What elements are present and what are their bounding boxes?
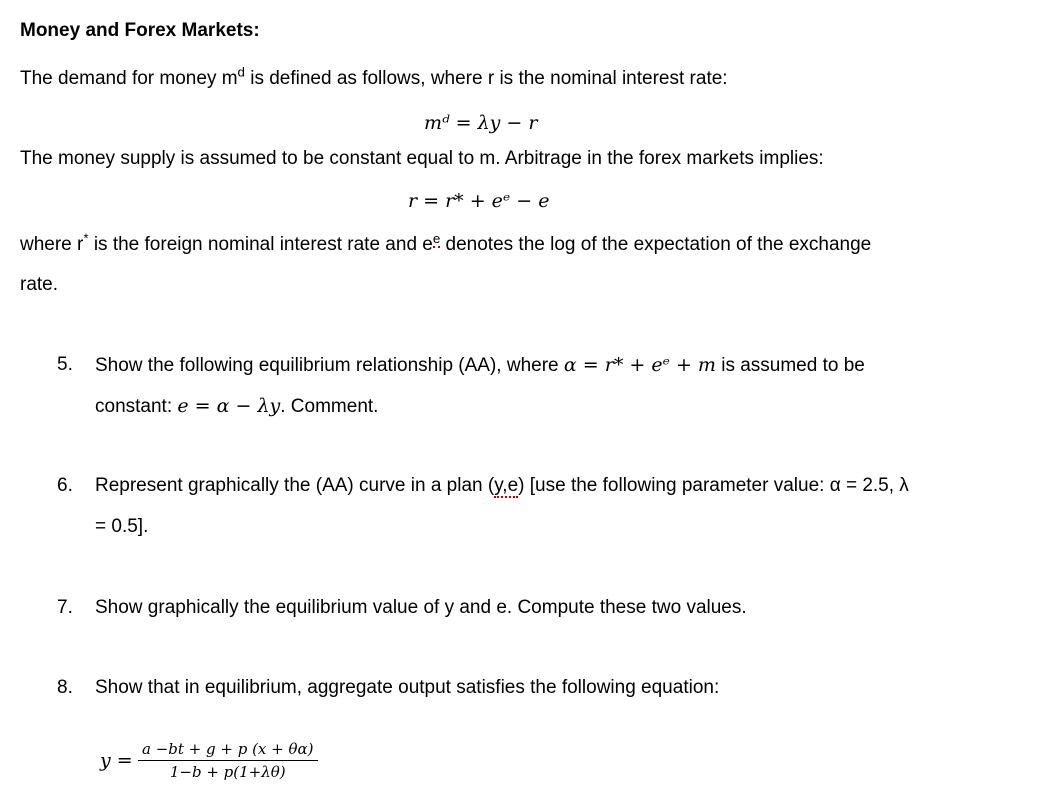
p3-before: where r	[20, 234, 84, 255]
definition-paragraph-line2: rate.	[20, 274, 59, 295]
p3-sup2: e	[432, 230, 441, 246]
p1-sup: d	[237, 64, 245, 80]
item-8-line1: Show that in equilibrium, aggregate output satisfies the following equation:	[95, 677, 720, 698]
p1-after: is defined as follows, where r is the nominal interest rate:	[244, 68, 728, 89]
output-equation-fraction	[138, 740, 318, 781]
item-6-tail: ) [use the following parameter value: α = 2.5, λ	[518, 475, 909, 496]
item-6-line1	[95, 475, 909, 497]
item-5-line2-text: constant:	[95, 396, 178, 417]
output-equation	[100, 740, 318, 781]
item-5-alpha-def: α = r* + eᵉ + m	[563, 354, 716, 376]
item-number-8: 8.	[57, 677, 73, 698]
item-5-aa-equation: e = α − λy	[177, 395, 281, 417]
output-equation-denominator: 1−b + p(1+λθ)	[169, 763, 286, 781]
item-5-tail: is assumed to be	[715, 355, 865, 376]
item-number-7: 7.	[57, 597, 73, 618]
item-number-5: 5.	[57, 354, 73, 375]
p3-sup: *	[83, 230, 89, 246]
p1-before: The demand for money m	[20, 68, 238, 89]
definition-paragraph	[20, 230, 872, 256]
money-demand-equation: mᵈ = λy − r	[424, 112, 538, 134]
arbitrage-equation: r = r* + eᵉ − e	[408, 190, 550, 212]
item-6-text: Represent graphically the (AA) curve in a plan (	[95, 475, 495, 496]
output-equation-lhs: y =	[100, 749, 133, 772]
item-5-line2	[95, 395, 378, 418]
money-demand-paragraph	[20, 64, 728, 90]
money-supply-paragraph: The money supply is assumed to be constant equal to m. Arbitrage in the forex markets implies:	[20, 148, 824, 169]
item-number-6: 6.	[57, 475, 73, 496]
p3-after: denotes the log of the expectation of the exchange	[440, 234, 872, 255]
item-5-text: Show the following equilibrium relationship (AA), where	[95, 355, 564, 376]
p3-mid: is the foreign nominal interest rate and e	[88, 234, 433, 255]
page-title: Money and Forex Markets:	[20, 20, 260, 41]
output-equation-numerator: a −bt + g + p (x + θα)	[138, 740, 318, 761]
item-5-line1	[95, 354, 865, 377]
item-7-line1: Show graphically the equilibrium value of y and e. Compute these two values.	[95, 597, 747, 618]
item-6-plan-vars: y,e	[494, 475, 519, 496]
item-5-line2-tail: . Comment.	[280, 396, 379, 417]
item-6-line2: = 0.5].	[95, 516, 149, 537]
